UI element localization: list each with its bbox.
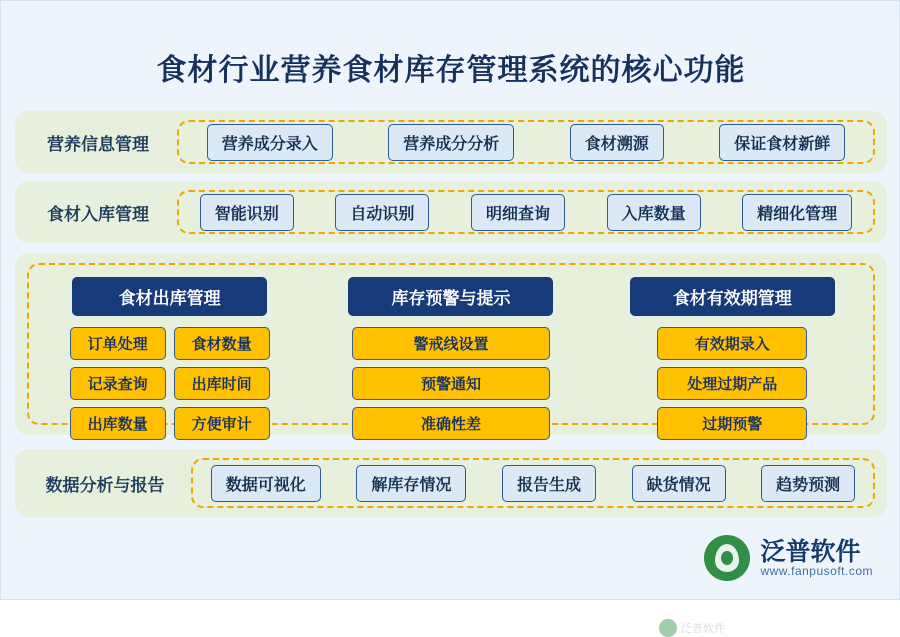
chip-smart-recognition[interactable]: 智能识别	[200, 194, 294, 231]
section-label-analytics: 数据分析与报告	[45, 475, 165, 496]
watermark-logo	[659, 619, 725, 637]
chip-auto-recognition[interactable]: 自动识别	[335, 194, 429, 231]
watermark-text: 泛普软件	[681, 622, 725, 635]
watermark-mark-icon	[659, 619, 677, 637]
chip-trend-forecast[interactable]: 趋势预测	[761, 465, 855, 502]
chip-shelf-life-entry[interactable]: 有效期录入	[657, 327, 807, 360]
section-items-analytics	[191, 458, 875, 508]
chip-shortage-status[interactable]: 缺货情况	[632, 465, 726, 502]
chip-record-query[interactable]: 记录查询	[70, 367, 166, 400]
chip-alert-threshold-setting[interactable]: 警戒线设置	[352, 327, 550, 360]
column-head-shelf-life: 食材有效期管理	[630, 277, 835, 316]
chip-order-processing[interactable]: 订单处理	[70, 327, 166, 360]
section-analytics	[15, 449, 887, 517]
chip-detail-query[interactable]: 明细查询	[471, 194, 565, 231]
chip-nutrition-analysis[interactable]: 营养成分分析	[388, 124, 514, 161]
section-items-inbound	[177, 190, 875, 234]
section-label-nutrition-info: 营养信息管理	[47, 134, 149, 155]
section-inbound	[15, 181, 887, 243]
leaf-icon	[704, 535, 750, 581]
column-items-shelf-life	[597, 327, 867, 440]
column-head-stock-alert: 库存预警与提示	[348, 277, 553, 316]
chip-report-generation[interactable]: 报告生成	[502, 465, 596, 502]
chip-outbound-quantity[interactable]: 出库数量	[70, 407, 166, 440]
chip-ingredient-traceability[interactable]: 食材溯源	[570, 124, 664, 161]
brand-name: 泛普软件	[760, 536, 861, 566]
chip-accuracy-issue[interactable]: 准确性差	[352, 407, 550, 440]
chip-easy-audit[interactable]: 方便审计	[174, 407, 270, 440]
brand-text	[760, 538, 873, 579]
chip-refined-management[interactable]: 精细化管理	[742, 194, 852, 231]
brand-logo	[704, 535, 873, 581]
chip-nutrition-entry[interactable]: 营养成分录入	[207, 124, 333, 161]
section-nutrition-info	[15, 111, 887, 173]
chip-expiry-alert[interactable]: 过期预警	[657, 407, 807, 440]
section-core-operations-dashbox	[27, 263, 875, 433]
section-items-nutrition-info	[177, 120, 875, 164]
column-head-outbound: 食材出库管理	[72, 277, 267, 316]
column-stock-alert	[316, 277, 586, 440]
page-title: 食材行业营养食材库存管理系统的核心功能	[156, 53, 746, 88]
chip-data-visualization[interactable]: 数据可视化	[211, 465, 321, 502]
brand-url: www.fanpusoft.com	[760, 564, 873, 579]
section-label-inbound: 食材入库管理	[47, 204, 149, 225]
chip-stock-status[interactable]: 解库存情况	[356, 465, 466, 502]
column-items-outbound	[35, 327, 305, 440]
column-outbound	[35, 277, 305, 440]
column-items-stock-alert	[316, 327, 586, 440]
chip-ingredient-quantity[interactable]: 食材数量	[174, 327, 270, 360]
chip-handle-expired-products[interactable]: 处理过期产品	[657, 367, 807, 400]
chip-freshness-guarantee[interactable]: 保证食材新鲜	[719, 124, 845, 161]
column-shelf-life	[597, 277, 867, 440]
chip-outbound-time[interactable]: 出库时间	[174, 367, 270, 400]
chip-inbound-quantity[interactable]: 入库数量	[607, 194, 701, 231]
chip-alert-notification[interactable]: 预警通知	[352, 367, 550, 400]
